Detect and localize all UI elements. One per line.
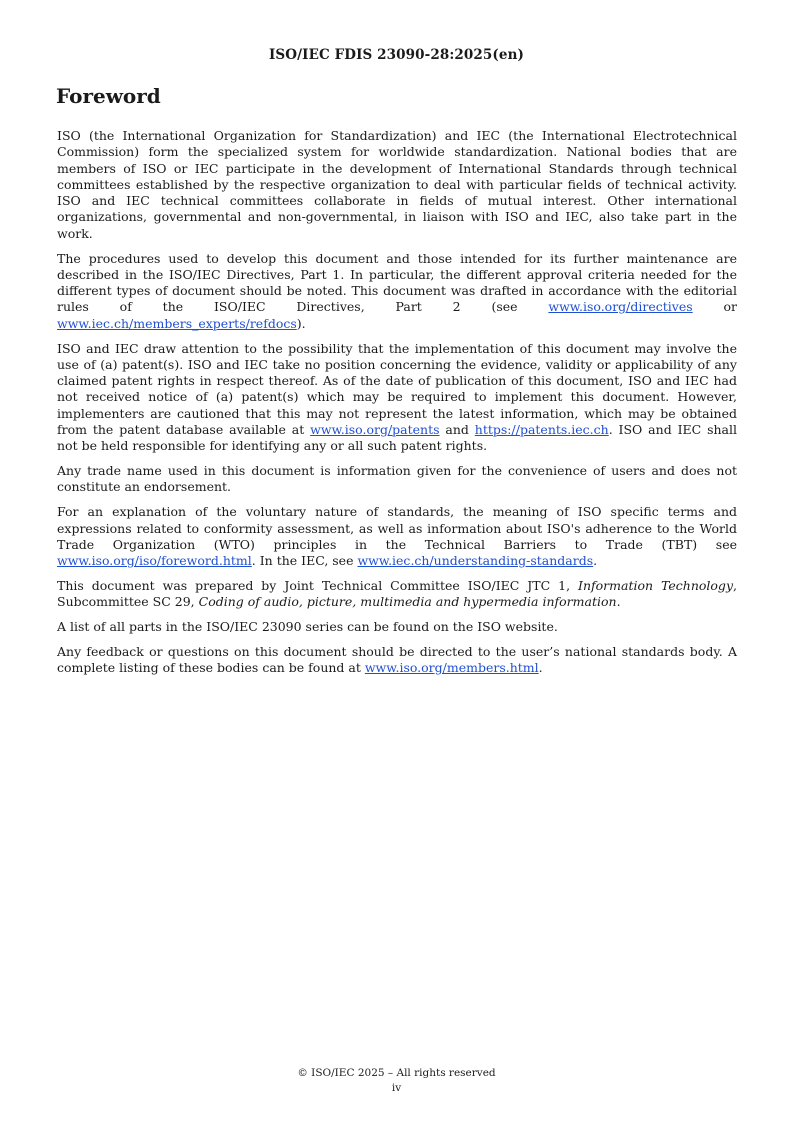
- paragraph-6-text-2: , Subcommittee SC 29,: [57, 577, 737, 610]
- iso-foreword-link[interactable]: www.iso.org/iso/foreword.html: [57, 553, 252, 569]
- subcommittee-name: Coding of audio, picture, multimedia and hypermedia information: [198, 594, 617, 610]
- paragraph-5-text-2: . In the IEC, see: [251, 553, 358, 569]
- paragraph-4: Any trade name used in this document is information given for the convenience of users and does not constitute an endorsement.: [57, 463, 737, 495]
- committee-name: Information Technology: [578, 577, 734, 593]
- paragraph-3-text-2: and: [439, 422, 475, 438]
- paragraph-5-text-3: .: [593, 553, 598, 569]
- iec-understanding-standards-link[interactable]: www.iec.ch/understanding-standards: [357, 553, 594, 569]
- paragraph-2-text-2: or: [692, 299, 737, 315]
- foreword-body: [57, 128, 737, 685]
- paragraph-6-text-1: This document was prepared by Joint Technical Committee ISO/IEC JTC 1,: [57, 577, 579, 593]
- page-footer: [0, 1066, 793, 1096]
- paragraph-8-text-1: Any feedback or questions on this document should be directed to the user’s national standards body. A complete listing of these bodies can be found at: [57, 643, 737, 676]
- paragraph-1: ISO (the International Organization for Standardization) and IEC (the International Electrotechnical Commission) form the specialized system for worldwide standardization. National bodies that are members of ISO or IEC participate in the development of International Standards through technical committees established by the respective organization to deal with particular fields of technical activity. ISO and IEC technical committees collaborate in fields of mutual interest. Other international organizations, governmental and non-governmental, in liaison with ISO and IEC, also take part in the work.: [57, 128, 737, 241]
- paragraph-3: [57, 341, 737, 455]
- paragraph-6-text-3: .: [616, 594, 621, 610]
- iso-patents-link[interactable]: www.iso.org/patents: [310, 422, 440, 438]
- paragraph-5-text-1: For an explanation of the voluntary nature of standards, the meaning of ISO specific terms and expressions related to conformity assessment, as well as information about ISO's adherence to the World Trade Organization (WTO) principles in the Technical Barriers to Trade (TBT) see: [57, 504, 737, 552]
- paragraph-2-text-1: The procedures used to develop this document and those intended for its further maintenance are described in the ISO/IEC Directives, Part 1. In particular, the different approval criteria needed for the different types of document should be noted. This document was drafted in accordance with the editorial rules of the ISO/IEC Directives, Part 2 (see: [57, 250, 737, 315]
- paragraph-5: [57, 504, 737, 569]
- paragraph-6: [57, 578, 737, 611]
- paragraph-8: [57, 644, 737, 677]
- paragraph-3-text-3: . ISO and IEC shall not be held responsible for identifying any or all such patent rights.: [57, 422, 737, 454]
- iso-members-link[interactable]: www.iso.org/members.html: [364, 660, 539, 676]
- section-title: Foreword: [56, 84, 161, 108]
- paragraph-2-text-3: ).: [296, 315, 306, 331]
- iec-patents-link[interactable]: https://patents.iec.ch: [474, 422, 609, 438]
- page-number: iv: [391, 1082, 402, 1094]
- iec-refdocs-link[interactable]: www.iec.ch/members_experts/refdocs: [57, 315, 297, 331]
- document-identifier: ISO/IEC FDIS 23090-28:2025(en): [269, 47, 524, 63]
- paragraph-3-text-1: ISO and IEC draw attention to the possibility that the implementation of this document may involve the use of (a) patent(s). ISO and IEC take no position concerning the evidence, validity or applicability of any claimed patent rights in respect thereof. As of the date of publication of this document, ISO and IEC had not received notice of (a) patent(s) which may be required to implement this document. However, implementers are cautioned that this may not represent the latest information, which may be obtained from the patent database available at: [57, 340, 737, 438]
- paragraph-8-text-2: .: [538, 660, 543, 676]
- paragraph-7: A list of all parts in the ISO/IEC 23090 series can be found on the ISO website.: [57, 619, 558, 635]
- paragraph-2: [57, 251, 737, 332]
- iso-directives-link[interactable]: www.iso.org/directives: [548, 299, 693, 315]
- copyright-notice: © ISO/IEC 2025 – All rights reserved: [297, 1067, 496, 1079]
